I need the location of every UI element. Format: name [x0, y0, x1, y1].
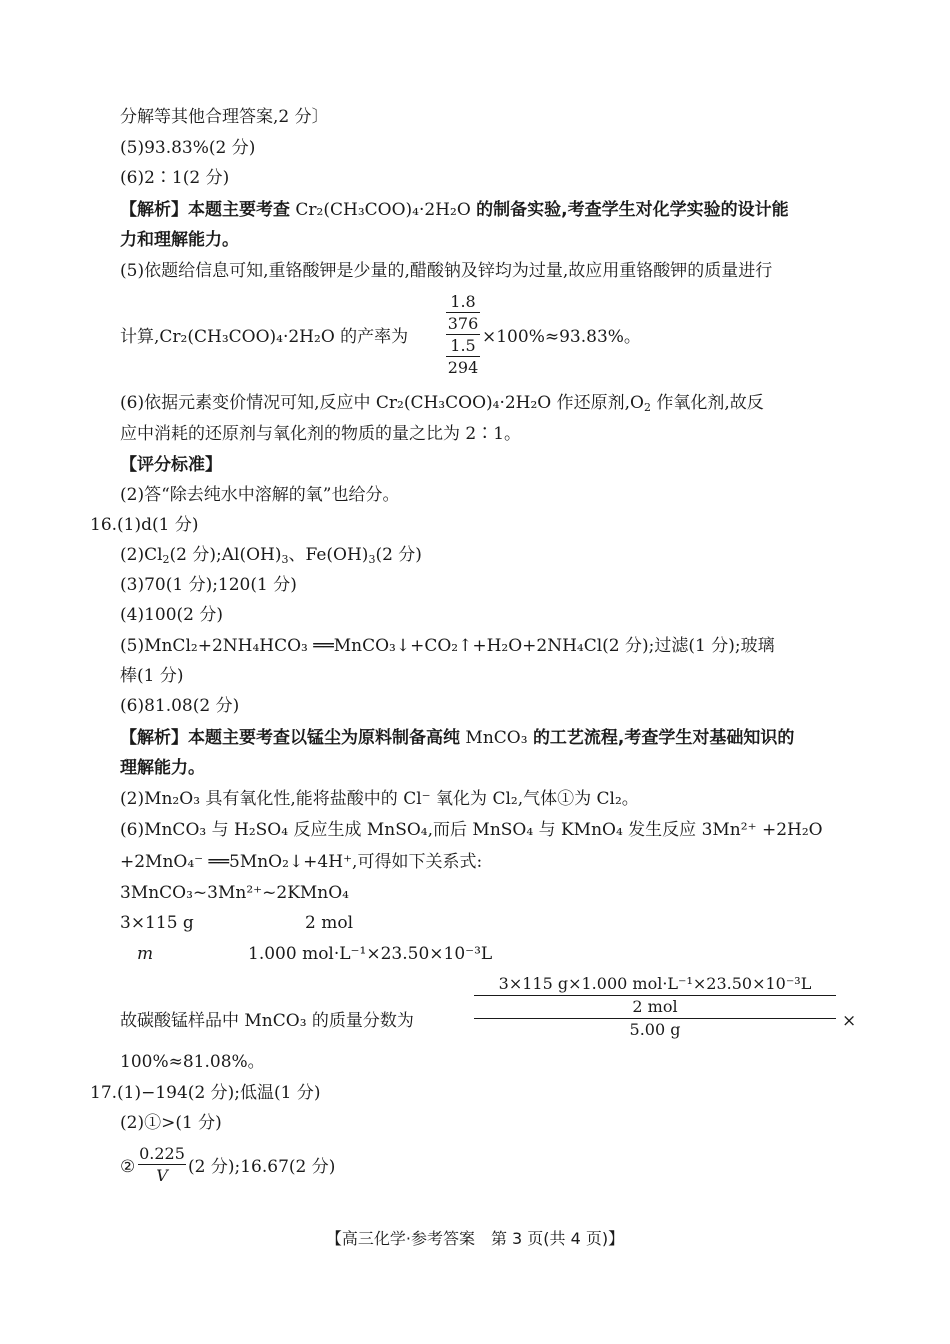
mass-fraction-text: 故碳酸锰样品中 MnCO₃ 的质量分数为 [120, 1011, 414, 1031]
relation-row: 3×115 g [120, 913, 194, 933]
q17-answer-2b: ② [120, 1157, 136, 1177]
text-line: (2)Mn₂O₃ 具有氧化性,能将盐酸中的 Cl⁻ 氧化为 Cl₂,气体①为 Cl₂。 [120, 789, 639, 809]
text-line: 应中消耗的还原剂与氧化剂的物质的量之比为 2∶1。 [120, 424, 522, 444]
text-line: 分解等其他合理答案,2 分〕 [120, 107, 329, 127]
analysis-intro: 【解析】本题主要考查 Cr₂(CH₃COO)₄·2H₂O 的制备实验,考查学生对化学实验的设计能 [120, 200, 789, 220]
times-sign: × [842, 1011, 857, 1031]
text-line: (6)依据元素变价情况可知,反应中 Cr₂(CH₃COO)₄·2H₂O 作还原剂$,O_2$ 作氧化剂,故反 [120, 393, 764, 414]
text-line: 力和理解能力。 [120, 230, 239, 250]
q16-answer-3: (3)70(1 分);120(1 分) [120, 575, 297, 595]
text-line: (2 分);16.67(2 分) [188, 1157, 336, 1177]
formula-mnco3: MnCO₃ [465, 728, 528, 748]
text-line: (6)MnCO₃ 与 H₂SO₄ 反应生成 MnSO₄,而后 MnSO₄ 与 KMnO₄ 发生反应 3Mn²⁺ +2H₂O [120, 820, 823, 840]
q16-answer-6: (6)81.08(2 分) [120, 696, 240, 716]
text-line: 棒(1 分) [120, 666, 184, 686]
answer-5: (5)93.83%(2 分) [120, 138, 256, 158]
text-line: 100%≈81.08%。 [120, 1052, 265, 1072]
formula-cr-complex: Cr₂(CH₃COO)₄·2H₂O [295, 200, 471, 220]
q17-answer-1: 17.(1)−194(2 分);低温(1 分) [90, 1083, 321, 1103]
text-line: (2)答“除去纯水中溶解的氧”也给分。 [120, 485, 400, 505]
analysis-tag: 【解析】 [120, 200, 188, 220]
yield-fraction: 1.8 376 1.5 294 [447, 292, 479, 377]
text-line: (5)依题给信息可知,重铬酸钾是少量的,醋酸钠及锌均为过量,故应用重铬酸钾的质量进行 [120, 261, 773, 281]
relation-row: 1.000 mol·L⁻¹×23.50×10⁻³L [248, 944, 493, 964]
scoring-standard-heading: 【评分标准】 [120, 455, 222, 475]
answer-6: (6)2∶1(2 分) [120, 168, 230, 188]
yield-calc-line: 计算,Cr₂(CH₃COO)₄·2H₂O 的产率为 [120, 327, 409, 347]
q16-answer-5: (5)MnCl₂+2NH₄HCO₃ ══MnCO₃↓+CO₂↑+H₂O+2NH₄Cl(2 分);过滤(1 分);玻璃 [120, 636, 775, 656]
q16-answer-2: $(2)Cl_2(2$ 分)$;Al(OH)_3$、$Fe(OH)_3(2$ 分) [120, 545, 422, 566]
rate-fraction: 0.225 V [139, 1144, 185, 1185]
relation-formula: 3MnCO₃~3Mn²⁺~2KMnO₄ [120, 883, 350, 903]
analysis-tag: 【解析】 [120, 728, 188, 748]
relation-row: 2 mol [305, 913, 354, 933]
text-line: 理解能力。 [120, 758, 205, 778]
analysis-intro: 【解析】本题主要考查以锰尘为原料制备高纯 MnCO₃ 的工艺流程,考查学生对基础知识的 [120, 728, 795, 748]
q16-answer-1: 16.(1)d(1 分) [90, 515, 199, 535]
yield-result: ×100%≈93.83%。 [482, 327, 641, 347]
q17-answer-2: (2)①>(1 分) [120, 1113, 222, 1133]
q16-answer-4: (4)100(2 分) [120, 605, 224, 625]
mass-fraction-fraction: 3×115 g×1.000 mol·L⁻¹×23.50×10⁻³L 2 mol 5.00 g [474, 973, 836, 1041]
page-footer: 【高三化学·参考答案 第 3 页(共 4 页)】 [325, 1229, 625, 1248]
relation-row: m [137, 944, 154, 964]
text-line: +2MnO₄⁻ ══5MnO₂↓+4H⁺,可得如下关系式: [120, 852, 483, 872]
